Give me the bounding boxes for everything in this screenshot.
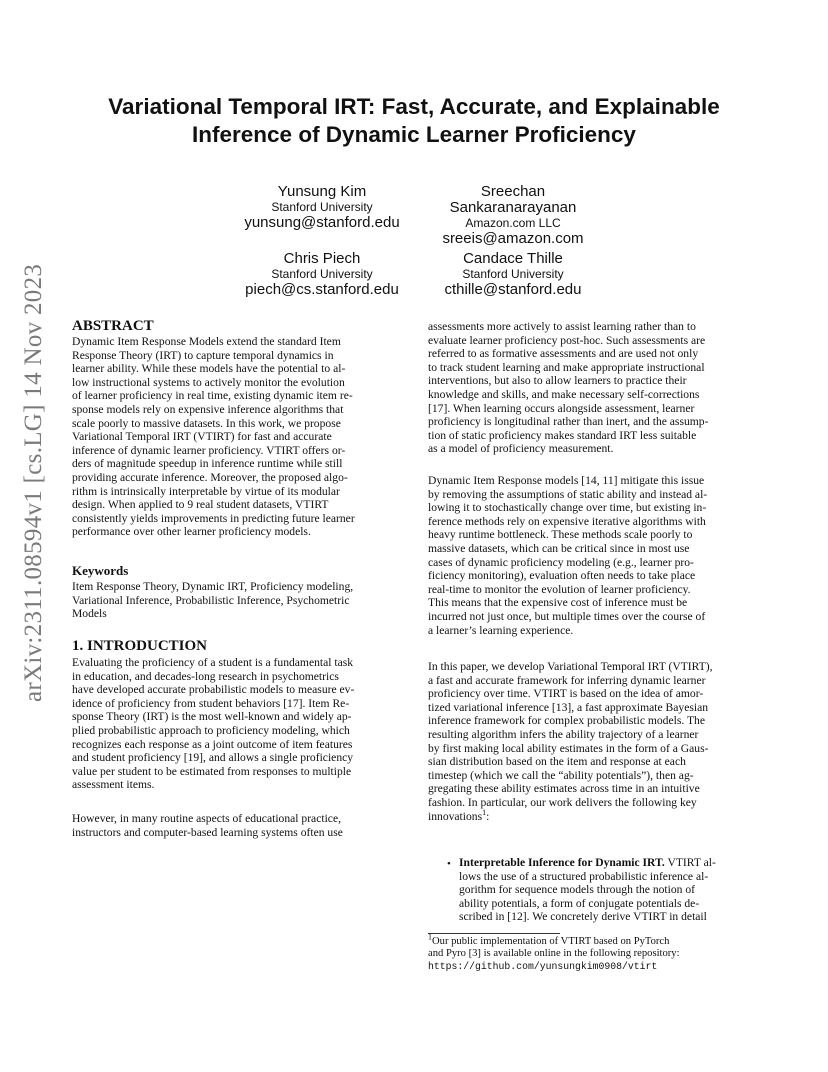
text-line <box>428 932 756 948</box>
text-line: assessment items. <box>72 778 155 792</box>
text-line: Response Theory (IRT) to capture temporal dynamics in <box>72 348 334 362</box>
text-line: learner ability. While these models have the potential to al- <box>72 362 346 376</box>
text-line: of learner proficiency in real time, existing dynamic item re- <box>72 389 353 403</box>
text-line: to track student learning and make appropriate instructional <box>428 360 705 374</box>
title-line-2: Inference of Dynamic Learner Proficiency <box>192 122 636 147</box>
text-line: by first making local ability estimates in the form of a Gaus- <box>428 741 709 755</box>
text-line: lowing it to stochastically change over time, but existing in- <box>428 501 707 515</box>
text-line: Dynamic Item Response Models extend the standard Item <box>72 335 341 348</box>
author-email: sreeis@amazon.com <box>442 230 584 247</box>
text-line: heavy runtime bottleneck. These methods scale poorly to <box>428 528 693 542</box>
bullet-lead: Interpretable Inference for Dynamic IRT. <box>459 856 665 869</box>
footnote <box>428 932 756 973</box>
text-line: evaluate learner proficiency post-hoc. Such assessments are <box>428 333 706 347</box>
author-sankaranarayanan <box>408 184 618 247</box>
author-thille <box>408 251 618 298</box>
footnote-marker: 1 <box>482 807 487 817</box>
text-line: as a model of proficiency measurement. <box>428 442 614 456</box>
text-line: referred to as formative assessments and are used not only <box>428 347 699 361</box>
text-line: instructors and computer-based learning systems often use <box>72 825 343 839</box>
text-line: Evaluating the proficiency of a student is a fundamental task <box>72 656 354 669</box>
introduction-heading: 1. INTRODUCTION <box>72 638 208 654</box>
keywords-text <box>72 580 400 621</box>
text-line: rithm is intrinsically interpretable by virtue of its modular <box>72 484 340 498</box>
text-line: consistently yields improvements in predicting future learner <box>72 511 355 525</box>
text-line: However, in many routine aspects of educational practice, <box>72 812 341 825</box>
text-line: real-time to monitor the evolution of learner proficiency. <box>428 582 691 596</box>
text-line: scribed in [12]. We concretely derive VTIRT in detail <box>459 910 707 924</box>
introduction-paragraph-2 <box>72 812 400 839</box>
text-line: in education, and decades-long research in psychometrics <box>72 669 339 683</box>
text-line: gregating these ability estimates across time in an intuitive <box>428 782 700 796</box>
text-line: ability potentials, a form of conjugate potentials de- <box>459 896 700 910</box>
text-line: This means that the expensive cost of inference must be <box>428 596 688 610</box>
text-line: inference framework for complex probabilistic models. The <box>428 714 705 728</box>
paper-title <box>60 93 768 149</box>
text-line: plied probabilistic approach to proficiency modeling, which <box>72 723 350 737</box>
text-line: timestep (which we call the “ability potentials”), then ag- <box>428 768 694 782</box>
text-line: resulting algorithm infers the ability trajectory of a learner <box>428 727 699 741</box>
footnote-rule <box>428 933 560 934</box>
text-line: fashion. In particular, our work delivers the following key <box>428 795 697 809</box>
text-line: tion of static proficiency makes standard IRT less suitable <box>428 428 697 442</box>
author-email: yunsung@stanford.edu <box>244 214 400 231</box>
text-line: ders of magnitude speedup in inference runtime while still <box>72 457 343 471</box>
author-affiliation: Stanford University <box>462 267 564 281</box>
author-email: cthille@stanford.edu <box>444 281 582 298</box>
introduction-paragraph-1 <box>72 656 400 792</box>
author-name: Candace Thille <box>463 250 563 267</box>
text-line: idence of proficiency from student behaviors [17]. Item Re- <box>72 696 350 710</box>
text-line: performance over other learner proficiency models. <box>72 525 311 539</box>
right-paragraph-2 <box>428 474 756 637</box>
right-paragraph-1 <box>428 320 756 456</box>
text-line: inference of dynamic learner proficiency. VTIRT offers or- <box>72 443 346 457</box>
text-line: lows the use of a structured probabilistic inference al- <box>459 869 709 883</box>
text-line: interventions, but also to allow learners to practice their <box>428 374 687 388</box>
footnote-marker: 1 <box>428 932 432 942</box>
title-line-1: Variational Temporal IRT: Fast, Accurate, and Explainable <box>108 94 720 119</box>
text-line: cases of dynamic proficiency modeling (e.g., learner pro- <box>428 555 694 569</box>
author-name: Sreechan <box>480 183 546 200</box>
text-line: proficiency over time. VTIRT is based on the idea of amor- <box>428 687 704 701</box>
text-line: recognizes each response as a joint outcome of item features <box>72 737 353 751</box>
text-span: VTIRT al- <box>664 856 716 869</box>
text-line: proficiency is longitudinal rather than inert, and the assump- <box>428 415 709 429</box>
bullet-icon: • <box>447 858 451 870</box>
text-line: In this paper, we develop Variational Temporal IRT (VTIRT), <box>428 660 713 673</box>
abstract-heading: ABSTRACT <box>72 318 154 334</box>
text-line: sponse models rely on expensive inference algorithms that <box>72 402 344 416</box>
keywords-heading: Keywords <box>72 563 129 578</box>
text-line: gorithm for sequence models through the notion of <box>459 883 696 897</box>
text-line: sponse Theory (IRT) is the most well-known and widely ap- <box>72 710 352 724</box>
text-line: tized variational inference [13], a fast approximate Bayesian <box>428 700 709 714</box>
text-span: : <box>486 809 490 823</box>
text-line: sian distribution based on the item and response at each <box>428 755 686 769</box>
text-line: Variational Inference, Probabilistic Inference, Psychometric <box>72 593 350 607</box>
text-line: [17]. When learning occurs alongside assessment, learner <box>428 401 695 415</box>
author-affiliation: Stanford University <box>271 200 373 214</box>
author-name: Sankaranarayanan <box>449 199 577 216</box>
text-line: Item Response Theory, Dynamic IRT, Proficiency modeling, <box>72 580 354 593</box>
text-line: by removing the assumptions of static ability and instead al- <box>428 487 708 501</box>
abstract-text <box>72 335 400 539</box>
text-line: assessments more actively to assist learning rather than to <box>428 320 696 333</box>
text-line: massive datasets, which can be critical since in most use <box>428 541 690 555</box>
text-line: value per student to be estimated from responses to multiple <box>72 764 352 778</box>
text-line: and student proficiency [19], and allows a single proficiency <box>72 751 354 765</box>
text-line: incurred not just once, but multiple times over the course of <box>428 609 706 623</box>
arxiv-identifier: arXiv:2311.08594v1 [cs.LG] 14 Nov 2023 <box>20 263 47 702</box>
author-kim <box>222 184 422 231</box>
text-line: scale poorly to massive datasets. In this work, we propose <box>72 416 341 430</box>
author-name: Yunsung Kim <box>277 183 367 200</box>
text-span: Our public implementation of VTIRT based on PyTorch <box>432 936 670 947</box>
author-email: piech@cs.stanford.edu <box>245 281 399 298</box>
text-line: Models <box>72 607 107 621</box>
author-piech <box>212 251 432 298</box>
text-line <box>428 807 756 824</box>
text-line: knowledge and skills, and make necessary self-corrections <box>428 387 700 401</box>
repository-link[interactable]: https://github.com/yunsungkim0908/vtirt <box>428 960 658 972</box>
text-line: low instructional systems to actively monitor the evolution <box>72 375 345 389</box>
text-line: a learner’s learning experience. <box>428 623 574 637</box>
text-line: ficiency monitoring), evaluation often needs to take place <box>428 569 696 583</box>
text-line: Dynamic Item Response models [14, 11] mitigate this issue <box>428 474 705 487</box>
text-line: providing accurate inference. Moreover, the proposed algo- <box>72 470 348 484</box>
text-line: a fast and accurate framework for inferring dynamic learner <box>428 673 706 687</box>
author-name: Chris Piech <box>283 250 361 267</box>
text-span: innovations <box>428 809 483 823</box>
text-line: design. When applied to 9 real student datasets, VTIRT <box>72 498 329 512</box>
right-paragraph-3 <box>428 660 756 823</box>
author-affiliation: Amazon.com LLC <box>465 216 561 230</box>
text-line: ference methods rely on expensive iterative algorithms with <box>428 514 706 528</box>
text-line: Variational Temporal IRT (VTIRT) for fast and accurate <box>72 430 332 444</box>
text-line: have developed accurate probabilistic models to measure ev- <box>72 683 355 697</box>
text-line: and Pyro [3] is available online in the following repository: <box>428 948 680 960</box>
bullet-item <box>459 856 756 924</box>
author-affiliation: Stanford University <box>271 267 373 281</box>
text-line <box>459 856 756 870</box>
